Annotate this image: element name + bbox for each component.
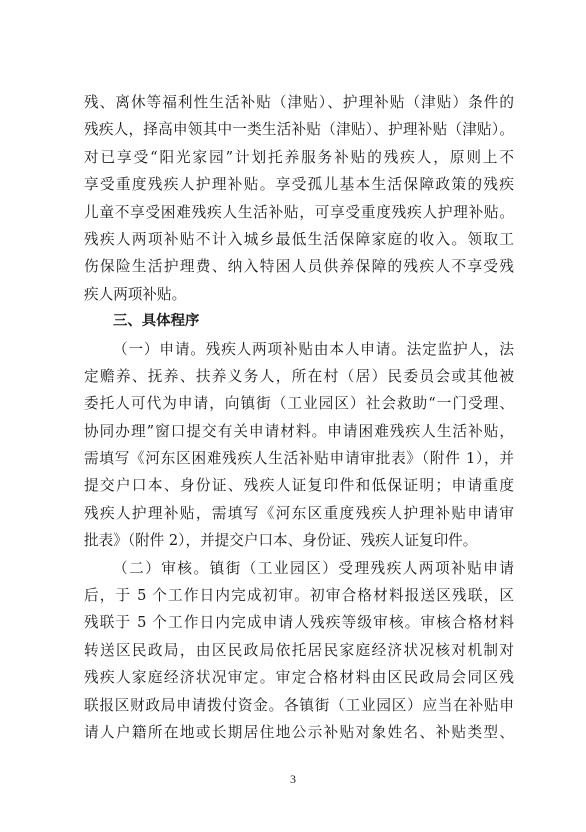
text-line: 对已享受“阳光家园”计划托养服务补贴的残疾人，原则上不 — [84, 148, 514, 166]
text-line: 残疾人家庭经济状况审定。审定合格材料由区民政局会同区残 — [84, 669, 514, 687]
text-line: 协同办理”窗口提交有关申请材料。申请困难残疾人生活补贴， — [84, 422, 514, 440]
text-line: 提交户口本、身份证、残疾人证复印件和低保证明；申请重度 — [84, 477, 514, 495]
text-line: 批表》（附件 2），并提交户口本、身份证、残疾人证复印件。 — [84, 532, 478, 550]
text-line: （一）申请。残疾人两项补贴由本人申请。法定监护人，法 — [113, 340, 514, 358]
text-line: 需填写《河东区困难残疾人生活补贴申请审批表》（附件 1），并 — [84, 450, 514, 468]
text-line: 转送区民政局，由区民政局依托居民家庭经济状况核对机制对 — [84, 641, 514, 659]
text-line: 请人户籍所在地或长期居住地公示补贴对象姓名、补贴类型、 — [84, 723, 514, 741]
text-line: 享受重度残疾人护理补贴。享受孤儿基本生活保障政策的残疾 — [84, 176, 514, 194]
text-line: （二）审核。镇街（工业园区）受理残疾人两项补贴申请 — [113, 559, 514, 577]
text-line: 定赡养、抚养、扶养义务人，所在村（居）民委员会或其他被 — [84, 367, 514, 385]
text-line: 伤保险生活护理费、纳入特困人员供养保障的残疾人不享受残 — [84, 258, 514, 276]
text-line: 残联于 5 个工作日内完成申请人残疾等级审核。审核合格材料 — [84, 614, 514, 632]
text-line: 残疾人护理补贴，需填写《河东区重度残疾人护理补贴申请审 — [84, 504, 514, 522]
text-line: 联报区财政局申请拨付资金。各镇街（工业园区）应当在补贴申 — [84, 696, 514, 714]
text-line: 后，于 5 个工作日内完成初审。初审合格材料报送区残联，区 — [84, 587, 514, 605]
text-line: 残疾人两项补贴不计入城乡最低生活保障家庭的收入。领取工 — [84, 230, 514, 248]
text-line: 疾人两项补贴。 — [84, 285, 187, 303]
page-body — [84, 89, 514, 746]
text-line: 委托人可代为申请，向镇街（工业园区）社会救助“一门受理、 — [84, 395, 514, 413]
section-heading: 三、具体程序 — [113, 313, 200, 330]
page-number: 3 — [290, 772, 296, 786]
text-line: 儿童不享受困难残疾人生活补贴，可享受重度残疾人护理补贴。 — [84, 203, 514, 221]
text-line: 残、离休等福利性生活补贴（津贴）、护理补贴（津贴）条件的 — [84, 94, 514, 111]
text-line: 残疾人，择高申领其中一类生活补贴（津贴）、护理补贴（津贴）。 — [84, 121, 514, 139]
